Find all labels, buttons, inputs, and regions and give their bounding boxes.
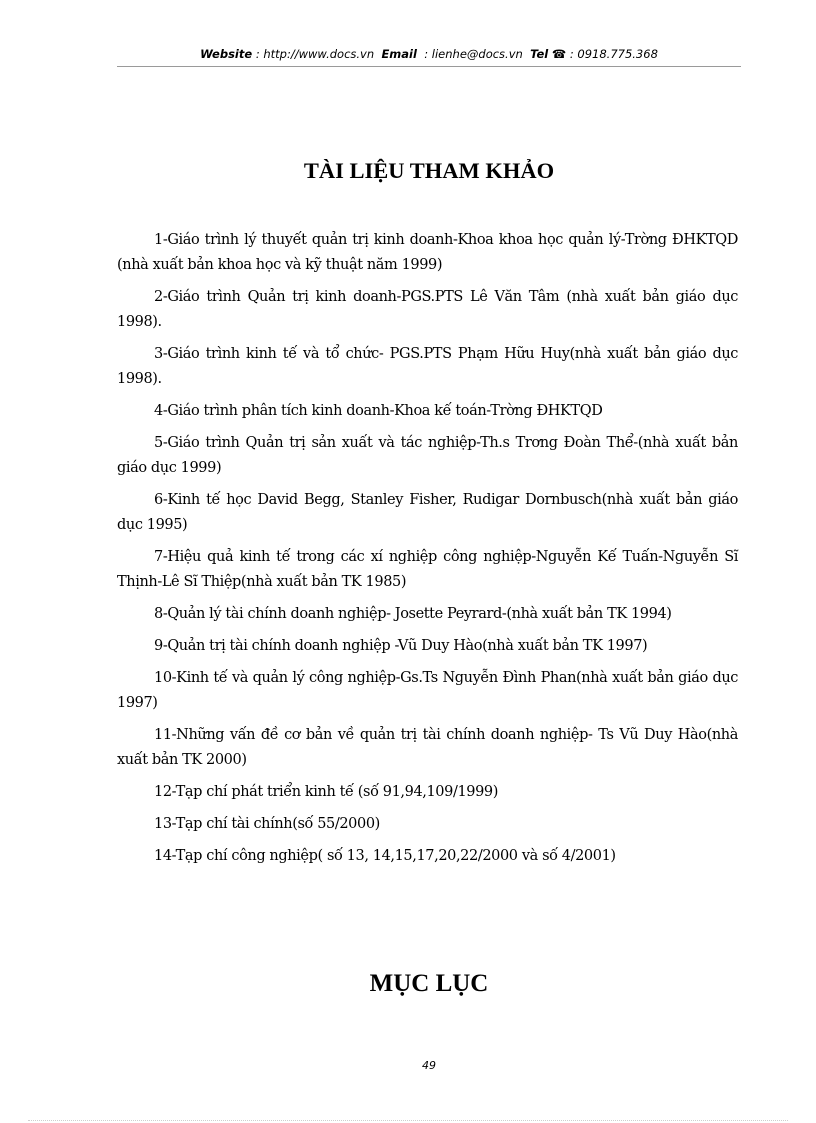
reference-item: 8-Quản lý tài chính doanh nghiệp- Josette Peyrard-(nhà xuất bản TK 1994) (154, 606, 672, 622)
footer-divider (28, 1120, 788, 1121)
reference-item: 2-Giáo trình Quản trị kinh doanh-PGS.PTS Lê Văn Tâm (nhà xuất bản giáo dục 1998). (117, 289, 738, 330)
header-divider (117, 66, 741, 67)
reference-item: 4-Giáo trình phân tích kinh doanh-Khoa kế toán-Trờng ĐHKTQD (154, 403, 603, 419)
reference-item: 14-Tạp chí công nghiệp( số 13, 14,15,17,20,22/2000 và số 4/2001) (154, 848, 616, 864)
website-label: Website (200, 47, 253, 61)
reference-item: 3-Giáo trình kinh tế và tổ chức- PGS.PTS Phạm Hữu Huy(nhà xuất bản giáo dục 1998). (117, 346, 738, 387)
toc-heading: MỤC LỤC (369, 970, 489, 997)
reference-item: 12-Tạp chí phát triển kinh tế (số 91,94,109/1999) (154, 784, 498, 800)
page-title: TÀI LIỆU THAM KHẢO (303, 158, 555, 183)
page-number: 49 (422, 1059, 436, 1072)
email-label: Email (381, 47, 417, 61)
reference-item: 5-Giáo trình Quản trị sản xuất và tác nghiệp-Th.s Trơng Đoàn Thể-(nhà xuất bản giáo dục 1999) (117, 435, 738, 476)
reference-item: 6-Kinh tế học David Begg, Stanley Fisher, Rudigar Dornbusch(nhà xuất bản giáo dục 1995) (117, 492, 738, 533)
reference-item: 13-Tạp chí tài chính(số 55/2000) (154, 816, 380, 832)
tel-number: : 0918.775.368 (569, 47, 658, 61)
email-address: : lienhe@docs.vn (424, 47, 523, 61)
reference-list (117, 228, 738, 876)
phone-icon: ☎ (551, 47, 567, 61)
website-url: : http://www.docs.vn (255, 47, 375, 61)
reference-item: 1-Giáo trình lý thuyết quản trị kinh doanh-Khoa khoa học quản lý-Trờng ĐHKTQD (nhà xuất bản khoa học và kỹ thuật năm 1999) (117, 232, 738, 273)
tel-label: Tel (530, 47, 549, 61)
reference-item: 10-Kinh tế và quản lý công nghiệp-Gs.Ts Nguyễn Đình Phan(nhà xuất bản giáo dục 1997) (117, 670, 738, 711)
reference-item: 7-Hiệu quả kinh tế trong các xí nghiệp công nghiệp-Nguyễn Kế Tuấn-Nguyễn Sĩ Thịnh-Lê Sĩ Thiệp(nhà xuất bản TK 1985) (117, 549, 738, 590)
reference-item: 9-Quản trị tài chính doanh nghiệp -Vũ Duy Hào(nhà xuất bản TK 1997) (154, 638, 648, 654)
page-header (117, 47, 741, 61)
reference-item: 11-Những vấn đề cơ bản về quản trị tài chính doanh nghiệp- Ts Vũ Duy Hào(nhà xuất bản TK 2000) (117, 727, 738, 768)
